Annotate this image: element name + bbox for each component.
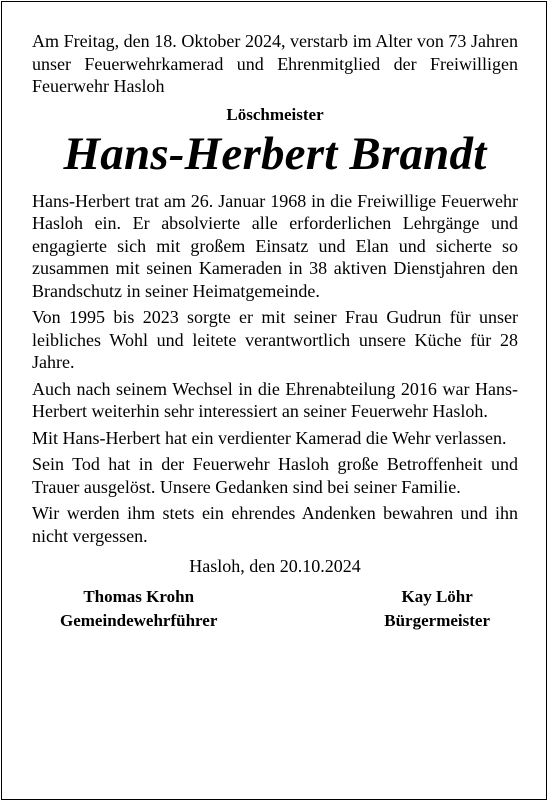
place-date: Hasloh, den 20.10.2024 — [189, 556, 361, 576]
paragraph-kitchen: Von 1995 bis 2023 sorgte er mit seiner Frau Gudrun für unser leibliches Wohl und leitete verantwortlich unsere Küche für 28 Jahre. — [32, 307, 518, 372]
paragraph-career: Hans-Herbert trat am 26. Januar 1968 in die Freiwillige Feuerwehr Hasloh ein. Er absolvierte alle erforderlichen Lehrgänge und engagierte sich mit großem Einsatz und Elan und sicherte so zusammen mit seinen Kameraden in 38 aktiven Dienstjahren den Brandschutz in seiner Heimatgemeinde. — [32, 190, 518, 301]
signature-left — [60, 585, 217, 633]
rank-title: Löschmeister — [226, 104, 324, 124]
paragraph-grief: Sein Tod hat in der Feuerwehr Hasloh große Betroffenheit und Trauer ausgelöst. Unsere Gedanken sind bei seiner Familie. — [32, 454, 518, 497]
signatory-title: Bürgermeister — [384, 611, 490, 630]
signatory-name: Kay Löhr — [401, 587, 473, 606]
paragraph-honorary: Auch nach seinem Wechsel in die Ehrenabteilung 2016 war Hans-Herbert weiterhin sehr interessiert an seiner Feuerwehr Hasloh. — [32, 378, 518, 421]
paragraph-departure: Mit Hans-Herbert hat ein verdienter Kamerad die Wehr verlassen. — [32, 427, 507, 448]
paragraph-remembrance: Wir werden ihm stets ein ehrendes Andenken bewahren und ihn nicht vergessen. — [32, 503, 518, 546]
signatory-title: Gemeindewehrführer — [60, 611, 218, 630]
obituary-content — [32, 30, 518, 633]
intro-text: Am Freitag, den 18. Oktober 2024, verstarb im Alter von 73 Jahren unser Feuerwehrkamerad und Ehrenmitglied der Freiwilligen Feuerwehr Hasloh — [32, 31, 518, 96]
signatures — [32, 585, 518, 633]
signatory-name: Thomas Krohn — [83, 587, 195, 606]
signature-right — [384, 585, 490, 633]
deceased-name: Hans-Herbert Brandt — [63, 127, 487, 180]
